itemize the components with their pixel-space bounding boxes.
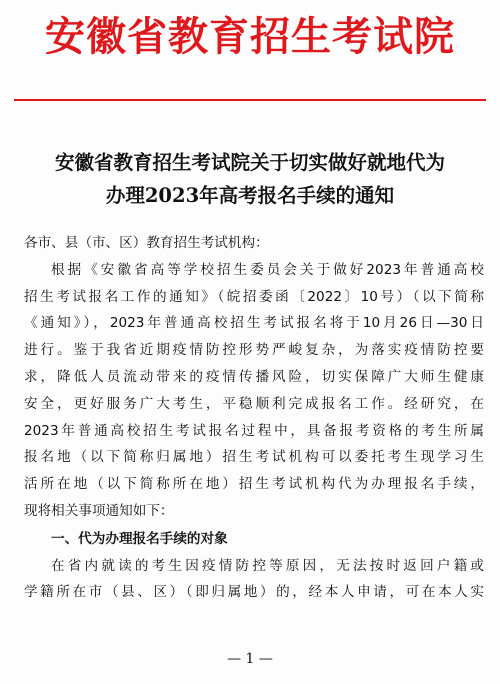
document-title-line-2: 办理2023年高考报名手续的通知 bbox=[105, 184, 395, 207]
page-number: — 1 — bbox=[227, 651, 273, 667]
document-title-line-1: 安徽省教育招生考试院关于切实做好就地代为 bbox=[54, 151, 445, 174]
salutation: 各市、县（市、区）教育招生考试机构： bbox=[24, 235, 269, 251]
paragraph-1-line: 求，降低人员流动带来的疫情传播风险，切实保障广大师生健康 bbox=[24, 368, 484, 385]
section-1-heading: 一、代为办理报名手续的对象 bbox=[51, 530, 228, 547]
paragraph-1-line: 安全，更好服务广大考生，平稳顺利完成报名工作。经研究，在 bbox=[24, 395, 484, 412]
paragraph-1-line: 招生考试报名工作的通知》（皖招委函〔2022〕10号）（以下简称 bbox=[24, 288, 484, 305]
document-title bbox=[20, 146, 480, 212]
letterhead-org-name: 安徽省教育招生考试院 bbox=[45, 14, 455, 60]
paragraph-2-line: 学籍所在市（县、区）（即归属地）的，经本人申请，可在本人实 bbox=[24, 584, 484, 601]
paragraph-1-line: 根据《安徽省高等学校招生委员会关于做好2023年普通高校 bbox=[51, 261, 484, 278]
paragraph-1-line: 《通知》），2023年普通高校招生考试报名将于10月26日—30日 bbox=[24, 315, 484, 332]
paragraph-1-line: 2023年普通高校招生考试报名过程中，具备报考资格的考生所属 bbox=[24, 422, 484, 439]
paragraph-1-line: 现将相关事项通知如下： bbox=[24, 502, 174, 519]
paragraph-1-line: 进行。鉴于我省近期疫情防控形势严峻复杂，为落实疫情防控要 bbox=[24, 342, 484, 359]
paragraph-2-line: 在省内就读的考生因疫情防控等原因，无法按时返回户籍或 bbox=[51, 557, 484, 574]
paragraph-1-line: 活所在地（以下简称所在地）招生考试机构代为办理报名手续， bbox=[24, 476, 484, 493]
letterhead-red-rule bbox=[14, 99, 486, 101]
document-body bbox=[24, 230, 484, 606]
paragraph-1-line: 报名地（以下简称归属地）招生考试机构可以委托考生现学习生 bbox=[24, 449, 484, 466]
